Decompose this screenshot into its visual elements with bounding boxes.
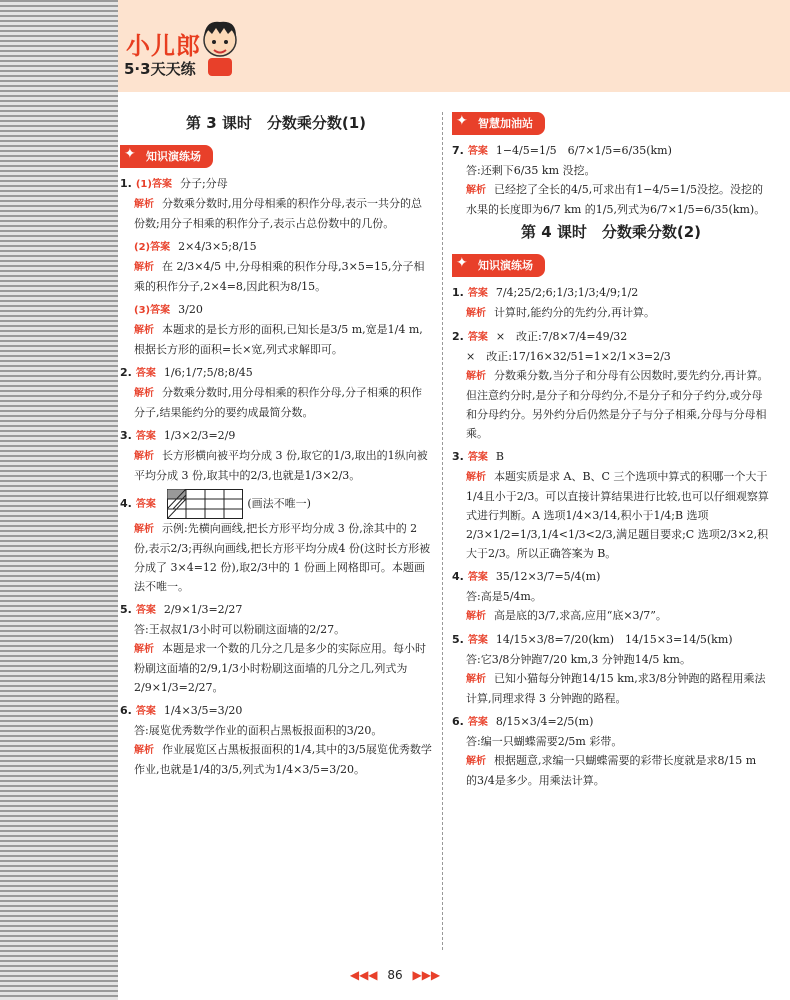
banner-icon: ✦ (456, 255, 468, 271)
question-item: (3)答案 3/20 解析 本题求的是长方形的面积,已知长是3/5 m,宽是1/4 m,根据长方形的面积=长×宽,列式求解即可。 (134, 303, 423, 356)
banner-icon: ✦ (456, 113, 468, 129)
section-banner: ✦ 知识演练场 (120, 145, 213, 168)
lesson-title: 第 3 课时 分数乘分数(1) (185, 114, 367, 132)
section-banner: ✦ 知识演练场 (452, 254, 545, 277)
page-number: 86 (387, 968, 403, 982)
next-arrows-icon: ▶▶▶ (412, 968, 441, 982)
question-item: 1. (1)答案 分子;分母 解析 分数乘分数时,用分母相乘的积作分母,表示一共分的总份数;用分子相乘的积作分子,表示占总份数中的几份。 (120, 177, 422, 230)
question-item: 6. 答案 1/4×3/5=3/20 答:展览优秀数学作业的面积占黑板报面积的3/20。 解析 作业展览区占黑板报面积的1/4,其中的3/5展览优秀数学作业,也就是1/4的3/5,列式为1/4×3/5=3/20。 (120, 704, 432, 776)
question-item: 3. 答案 1/3×2/3=2/9 解析 长方形横向被平均分成 3 份,取它的1/3,取出的1纵向被平均分成 3 份,取其中的2/3,也就是1/3×2/3。 (120, 429, 428, 482)
prev-arrows-icon: ◀◀◀ (349, 968, 378, 982)
banner-icon: ✦ (124, 146, 136, 162)
brand-sub: 5·3天天练 (124, 60, 196, 78)
question-item: 3. 答案 B 解析 本题实质是求 A、B、C 三个选项中算式的积哪一个大于1/4且小于2/3。可以直接计算结果进行比较,也可以仔细观察算式进行判断。A 选项1/4×3/14,积小于1/4;B 选项2/3×1/2=1/3,1/4<1/3<2/3,满足题目要求;C 选项2/3×2,积大于2/3。所以正确答案为 B。 (452, 450, 769, 560)
column-divider (442, 112, 443, 950)
lesson-title: 第 4 课时 分数乘分数(2) (520, 223, 702, 241)
question-item: 4. 答案 (画法不唯一) 解析 示例:先横向画线,把长方形平均分成 3 份,涂其中的 2 份,表示2/3;再纵向画线,把长方形平均分成4 份(这时长方形被分成了 3×4=12 份),取2/3中的 1 份画上网格即可。本题画法不唯一。 (120, 489, 432, 596)
brand-name: 小儿郎 (126, 32, 201, 60)
grid-figure (167, 489, 243, 519)
mascot-icon (196, 16, 244, 80)
section-banner: ✦ 智慧加油站 (452, 112, 545, 135)
question-item: 4. 答案 35/12×3/7=5/4(m) 答:高是5/4m。 解析 高是底的3/7,求高,应用“底×3/7”。 (452, 570, 667, 622)
page-footer (0, 968, 790, 982)
left-column (120, 110, 432, 783)
question-item: 6. 答案 8/15×3/4=2/5(m) 答:编一只蝴蝶需要2/5m 彩带。 解析 根据题意,求编一只蝴蝶需要的彩带长度就是求8/15 m 的3/4是多少。用乘法计算。 (452, 715, 757, 787)
question-item: 5. 答案 2/9×1/3=2/27 答:王叔叔1/3小时可以粉刷这面墙的2/27。 解析 本题是求一个数的几分之几是多少的实际应用。每小时粉刷这面墙的2/9,1/3小时粉刷这面墙的几分之几,列式为2/9×1/3=2/27。 (120, 603, 426, 694)
question-item: 7. 答案 1−4/5=1/5 6/7×1/5=6/35(km) 答:还剩下6/35 km 没挖。 解析 已经挖了全长的4/5,可求出有1−4/5=1/5没挖。没挖的水果的长度即为6/7 km 的1/5,列式为6/7×1/5=6/35(km)。 (452, 144, 766, 216)
question-item: 2. 答案 1/6;1/7;5/8;8/45 解析 分数乘分数时,用分母相乘的积作分母,分子相乘的积作分子,结果能约分的要约成最简分数。 (120, 366, 422, 419)
right-column (452, 110, 770, 794)
question-item: 2. 答案 × 改正:7/8×7/4=49/32 × 改正:17/16×32/51=1×2/1×3=2/3 解析 分数乘分数,当分子和分母有公因数时,要先约分,再计算。但注意约分时,是分子和分母约分,不是分子和分子约分,或分母和分母约分。另外约分后仍然是分子与分子相乘,分母与分母相乘。 (452, 330, 769, 440)
page-edge-stripes (0, 0, 118, 1000)
question-item: 1. 答案 7/4;25/2;6;1/3;1/3;4/9;1/2 解析 计算时,能约分的先约分,再计算。 (452, 286, 655, 319)
question-item: 5. 答案 14/15×3/8=7/20(km) 14/15×3=14/5(km) 答:它3/8分钟跑7/20 km,3 分钟跑14/5 km。 解析 已知小猫每分钟跑14/15 km,求3/8分钟跑的路程用乘法计算,同理求得 3 分钟跑的路程。 (452, 633, 766, 705)
question-item: (2)答案 2×4/3×5;8/15 解析 在 2/3×4/5 中,分母相乘的积作分母,3×5=15,分子相乘的积作分子,2×4=8,因此积为8/15。 (134, 240, 425, 293)
